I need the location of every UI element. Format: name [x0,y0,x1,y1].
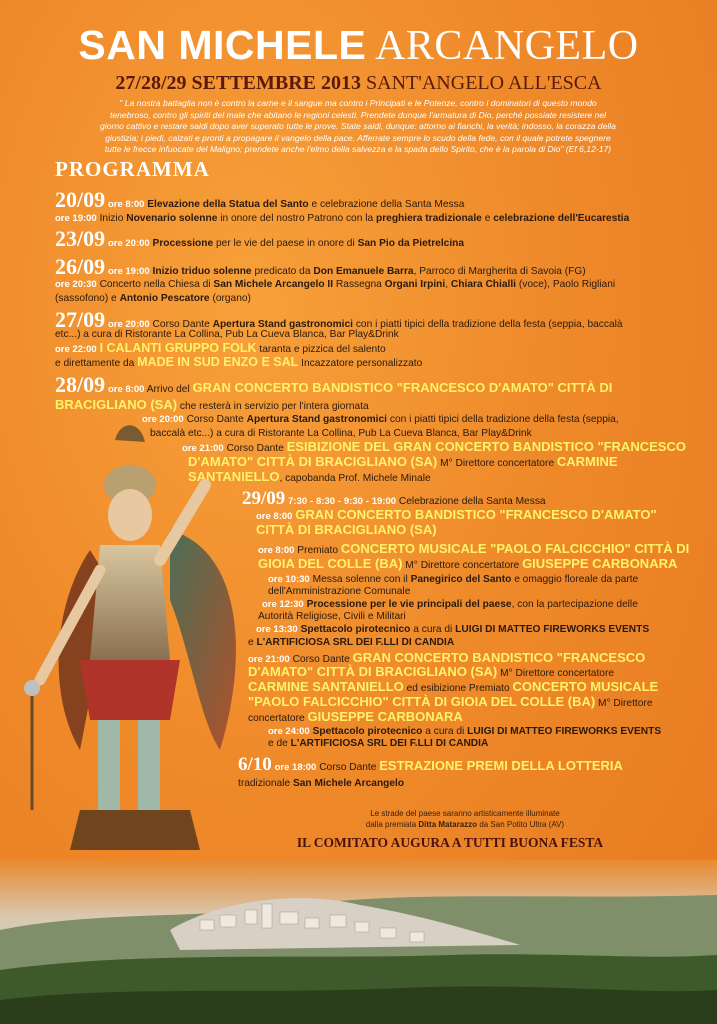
event-title: San Michele Arcangelo II [213,279,334,290]
day-29-09-line-14 [248,680,658,695]
event-highlight: GRAN CONCERTO BANDISTICO "FRANCESCO D'AMATO" [295,507,657,522]
event-highlight: D'AMATO" CITTÀ DI BRACIGLIANO (SA) [188,454,438,469]
event-highlight: D'AMATO" CITTÀ DI BRACIGLIANO (SA) [248,664,498,679]
event-time: ore 20:00 [107,319,150,330]
event-title: Antonio Pescatore [119,293,210,304]
event-text: Corso Dante [226,443,284,454]
day-29-09-line-18 [268,737,488,750]
event-text: e [484,213,491,224]
event-time: ore 21:00 [248,654,290,665]
event-highlight: MADE IN SUD ENZO E SAL [137,355,299,369]
day-29-09-line-15 [248,695,653,710]
event-title: Spettacolo pirotecnico [312,726,423,737]
event-text: Arrivo del [146,384,190,395]
event-title: celebrazione dell'Eucarestia [493,213,630,224]
event-time: ore 20:00 [142,414,184,425]
title-bold: SAN MICHELE [78,22,367,68]
event-text: , [445,279,449,290]
event-text: M° Direttore concertatore [500,668,615,679]
event-text: Inizio [99,213,124,224]
event-text: Incazzatore personalizzato [301,358,423,369]
event-time: ore 22:00 [55,344,97,355]
event-text: , Parroco di Margherita di Savoia (FG) [413,266,586,277]
event-time: ore 19:00 [107,266,150,277]
day-29-09-line-4 [258,542,689,557]
event-title: Novenario solenne [126,213,218,224]
day-date: 20/09 [55,187,106,212]
event-time: ore 8:00 [256,511,293,522]
event-title: Spettacolo pirotecnico [300,624,411,635]
day-29-09-line-9 [258,610,406,623]
note-text: da San Potito Ultra (AV) [479,820,565,829]
day-29-09-line-13 [248,665,614,680]
event-text: M° Direttore [598,698,653,709]
closing-greeting: IL COMITATO AUGURA A TUTTI BUONA FESTA [296,835,604,850]
event-text: tradizionale [238,778,291,789]
event-text: Corso Dante [292,654,350,665]
event-text: e celebrazione della Santa Messa [311,199,465,210]
event-title: Chiara Chialli [450,279,517,290]
day-29-09-line-2 [256,508,657,523]
event-place: SANT'ANGELO ALL'ESCA [366,72,602,94]
event-title: Organi Irpini [384,279,446,290]
day-28-09-line-5 [182,440,686,455]
poster-title [0,22,717,69]
day-29-09-line-7 [268,585,410,598]
day-28-09-line-1 [55,372,613,397]
day-26-09-line-1 [55,254,586,279]
note-company: Ditta Matarazzo [418,820,478,829]
event-title: Processione per le vie principali del paese [306,599,512,610]
event-time: 19:00 [371,496,397,507]
note-text: dalla premiata [365,820,417,829]
event-text: M° Direttore concertatore [440,458,555,469]
event-text: e [248,637,254,648]
event-title: Apertura Stand gastronomici [246,414,388,425]
event-text: baccalà etc...) a cura di Ristorante La Collina, Pub La Cueva Blanca, Bar Play&Drink [150,428,532,439]
event-time: ore 8:00 [107,384,145,395]
scripture-quote [88,98,628,156]
event-time: ore 8:00 [258,545,295,556]
programma-heading: PROGRAMMA [55,157,210,181]
event-highlight: "PAOLO FALCICCHIO" CITTÀ DI GIOIA DEL COLLE (BA) [248,694,596,709]
event-highlight: CARMINE SANTANIELLO [248,679,404,694]
event-title: LUIGI DI MATTEO FIREWORKS EVENTS [467,726,662,737]
event-title: L'ARTIFICIOSA SRL DEI F.LLI DI CANDIA [256,637,455,648]
day-29-09-line-3 [256,523,437,538]
event-text: , con la partecipazione delle [511,599,638,610]
event-title: Panegirico del Santo [410,574,512,585]
event-text: , capobanda Prof. Michele Minale [279,473,431,484]
event-title: preghiera tradizionale [375,213,482,224]
day-29-09-line-11 [248,636,454,649]
event-time: ore 20:00 [107,238,150,249]
event-text: ed esibizione Premiato [406,683,510,694]
event-time: ore 18:00 [274,762,317,773]
event-highlight: GRAN CONCERTO BANDISTICO "FRANCESCO [352,650,646,665]
event-highlight: BRACIGLIANO (SA) [55,397,178,412]
event-highlight: CONCERTO MUSICALE [512,679,659,694]
event-text: predicato da [254,266,311,277]
title-light: ARCANGELO [375,23,639,69]
event-highlight: ESTRAZIONE PREMI DELLA LOTTERIA [379,758,623,773]
event-title: Don Emanuele Barra [313,266,414,277]
event-time: 9:30 [343,496,363,507]
event-highlight: SANTANIELLO [188,469,280,484]
day-29-09-line-1: 29/09 7:30 - 8:30 - 9:30 - 19:00 Celebrazione della Santa Messa [242,488,546,509]
village-landscape-image [0,860,717,1024]
day-27-09-line-4 [55,356,422,370]
event-highlight: I CALANTI GRUPPO FOLK [99,341,257,355]
event-time: ore 21:00 [182,443,224,454]
event-highlight: GIOIA DEL COLLE (BA) [258,556,403,571]
event-text: taranta e pizzica del salento [259,344,386,355]
event-text: per le vie del paese in onore di [215,238,355,249]
event-title: Apertura Stand gastronomici [212,319,353,330]
event-time: ore 24:00 [268,726,310,737]
day-29-09-line-5 [258,557,677,572]
event-text: Rassegna [335,279,382,290]
quote-line: giorno cattivo e restare saldi dopo aver superato tutte le prove. State saldi, dunque: attorno ai fianchi, la verità; indosso, la corazza della [100,121,616,131]
note-line [300,819,630,830]
event-text: dell'Amministrazione Comunale [268,586,411,597]
event-text: etc...) a cura di Ristorante La Collina, Pub La Cueva Blanca, Bar Play&Drink [55,329,399,340]
event-text: (sassofono) e [55,293,117,304]
day-06-10-line-2 [238,777,404,790]
day-date: 6/10 [238,754,272,775]
event-dates: 27/28/29 SETTEMBRE 2013 [115,72,362,94]
event-title: Elevazione della Statua del Santo [147,199,309,210]
day-28-09-line-6 [188,455,618,470]
event-time: ore 19:00 [55,213,97,224]
event-text: Corso Dante [186,414,244,425]
day-29-09-line-10 [256,623,649,636]
event-text: Concerto nella Chiesa di [99,279,211,290]
day-date: 27/09 [55,307,106,332]
event-highlight: ESIBIZIONE DEL GRAN CONCERTO BANDISTICO "FRANCESCO [286,439,686,454]
day-20-09-line-2 [55,212,629,225]
event-text: Corso Dante [152,319,210,330]
event-highlight: CITTÀ DI BRACIGLIANO (SA) [256,522,437,537]
day-28-09-line-2 [55,398,369,413]
quote-line: giustizia; i piedi, calzati e pronti a propagare il vangelo della pace. Afferrate sempre lo scudo della fede, con il quale potrete spegnere [105,132,611,143]
event-text: Corso Dante [319,762,377,773]
event-text: Celebrazione della Santa Messa [398,496,546,507]
event-highlight: GRAN CONCERTO BANDISTICO "FRANCESCO D'AMATO" CITTÀ DI [192,380,613,395]
archangel-statue-image [20,420,250,860]
event-time: ore 10:30 [268,574,310,585]
event-title: San Michele Arcangelo [292,778,405,789]
event-text: M° Direttore concertatore [405,560,520,571]
day-date: 28/09 [55,372,106,397]
day-date: 23/09 [55,226,106,251]
event-text: (voce), Paolo Rigliani [518,279,616,290]
event-text: Messa solenne con il [312,574,408,585]
day-27-09-line-3 [55,342,386,356]
event-time: ore 8:00 [107,199,145,210]
event-time: 7:30 [288,496,308,507]
event-text: in onore del nostro Patrono con la [220,213,374,224]
event-text: Autorità Religiose, Civili e Militari [258,611,406,622]
event-highlight: CARMINE [556,454,618,469]
event-text: (organo) [212,293,251,304]
event-text: a cura di [425,726,465,737]
event-title: San Pio da Pietrelcina [357,238,465,249]
event-time: ore 20:30 [55,279,97,290]
quote-line: " La nostra battaglia non è contro la carne e il sangue ma contro i Principati e le Potenze, contro i dominatori di questo mondo [119,98,597,108]
event-title: LUIGI DI MATTEO FIREWORKS EVENTS [455,624,650,635]
event-title: L'ARTIFICIOSA SRL DEI F.LLI DI CANDIA [290,738,489,749]
day-27-09-line-2 [55,328,399,341]
day-20-09-line-1 [55,187,465,212]
day-06-10-line-1 [238,754,623,775]
day-date: 29/09 [242,488,286,509]
event-time: 8:30 [316,496,336,507]
note-line: Le strade del paese saranno artisticamente illuminate [370,809,560,818]
event-title: Processione [152,238,214,249]
event-text: e de [268,738,288,749]
event-text: Premiato [297,545,339,556]
event-time: ore 13:30 [256,624,298,635]
event-text: a cura di [413,624,453,635]
event-highlight: CONCERTO MUSICALE "PAOLO FALCICCHIO" CITTÀ DI [340,541,690,556]
quote-line: tutte le frecce infuocate del Maligno; prendete anche l'elmo della salvezza e la spada dello Spirito, che è la parola di Dio" (Ef 6,12-17) [104,144,612,154]
event-highlight: GIUSEPPE CARBONARA [307,709,463,724]
day-26-09-line-2 [55,278,615,291]
event-title: Inizio triduo solenne [152,266,252,277]
event-text: che resterà in servizio per l'intera giornata [179,401,369,412]
event-text: e omaggio floreale da parte [514,574,639,585]
poster-subtitle [0,72,717,95]
event-text: concertatore [248,713,305,724]
illumination-note [300,808,630,830]
event-time: ore 12:30 [262,599,304,610]
event-text: e direttamente da [55,358,135,369]
day-26-09-line-3 [55,292,251,305]
day-date: 26/09 [55,254,106,279]
day-23-09 [55,226,465,251]
event-text: con i piatti tipici della tradizione della festa (seppia, baccalà [355,319,623,330]
quote-line: tenebroso, contro gli spiriti del male che abitano le regioni celesti. Prendete dunque l'armatura di Dio, perché possiate resistere nel [109,109,607,120]
event-highlight: GIUSEPPE CARBONARA [522,556,678,571]
event-text: con i piatti tipici della tradizione della festa (seppia, [389,414,619,425]
day-29-09-line-16 [248,710,463,725]
